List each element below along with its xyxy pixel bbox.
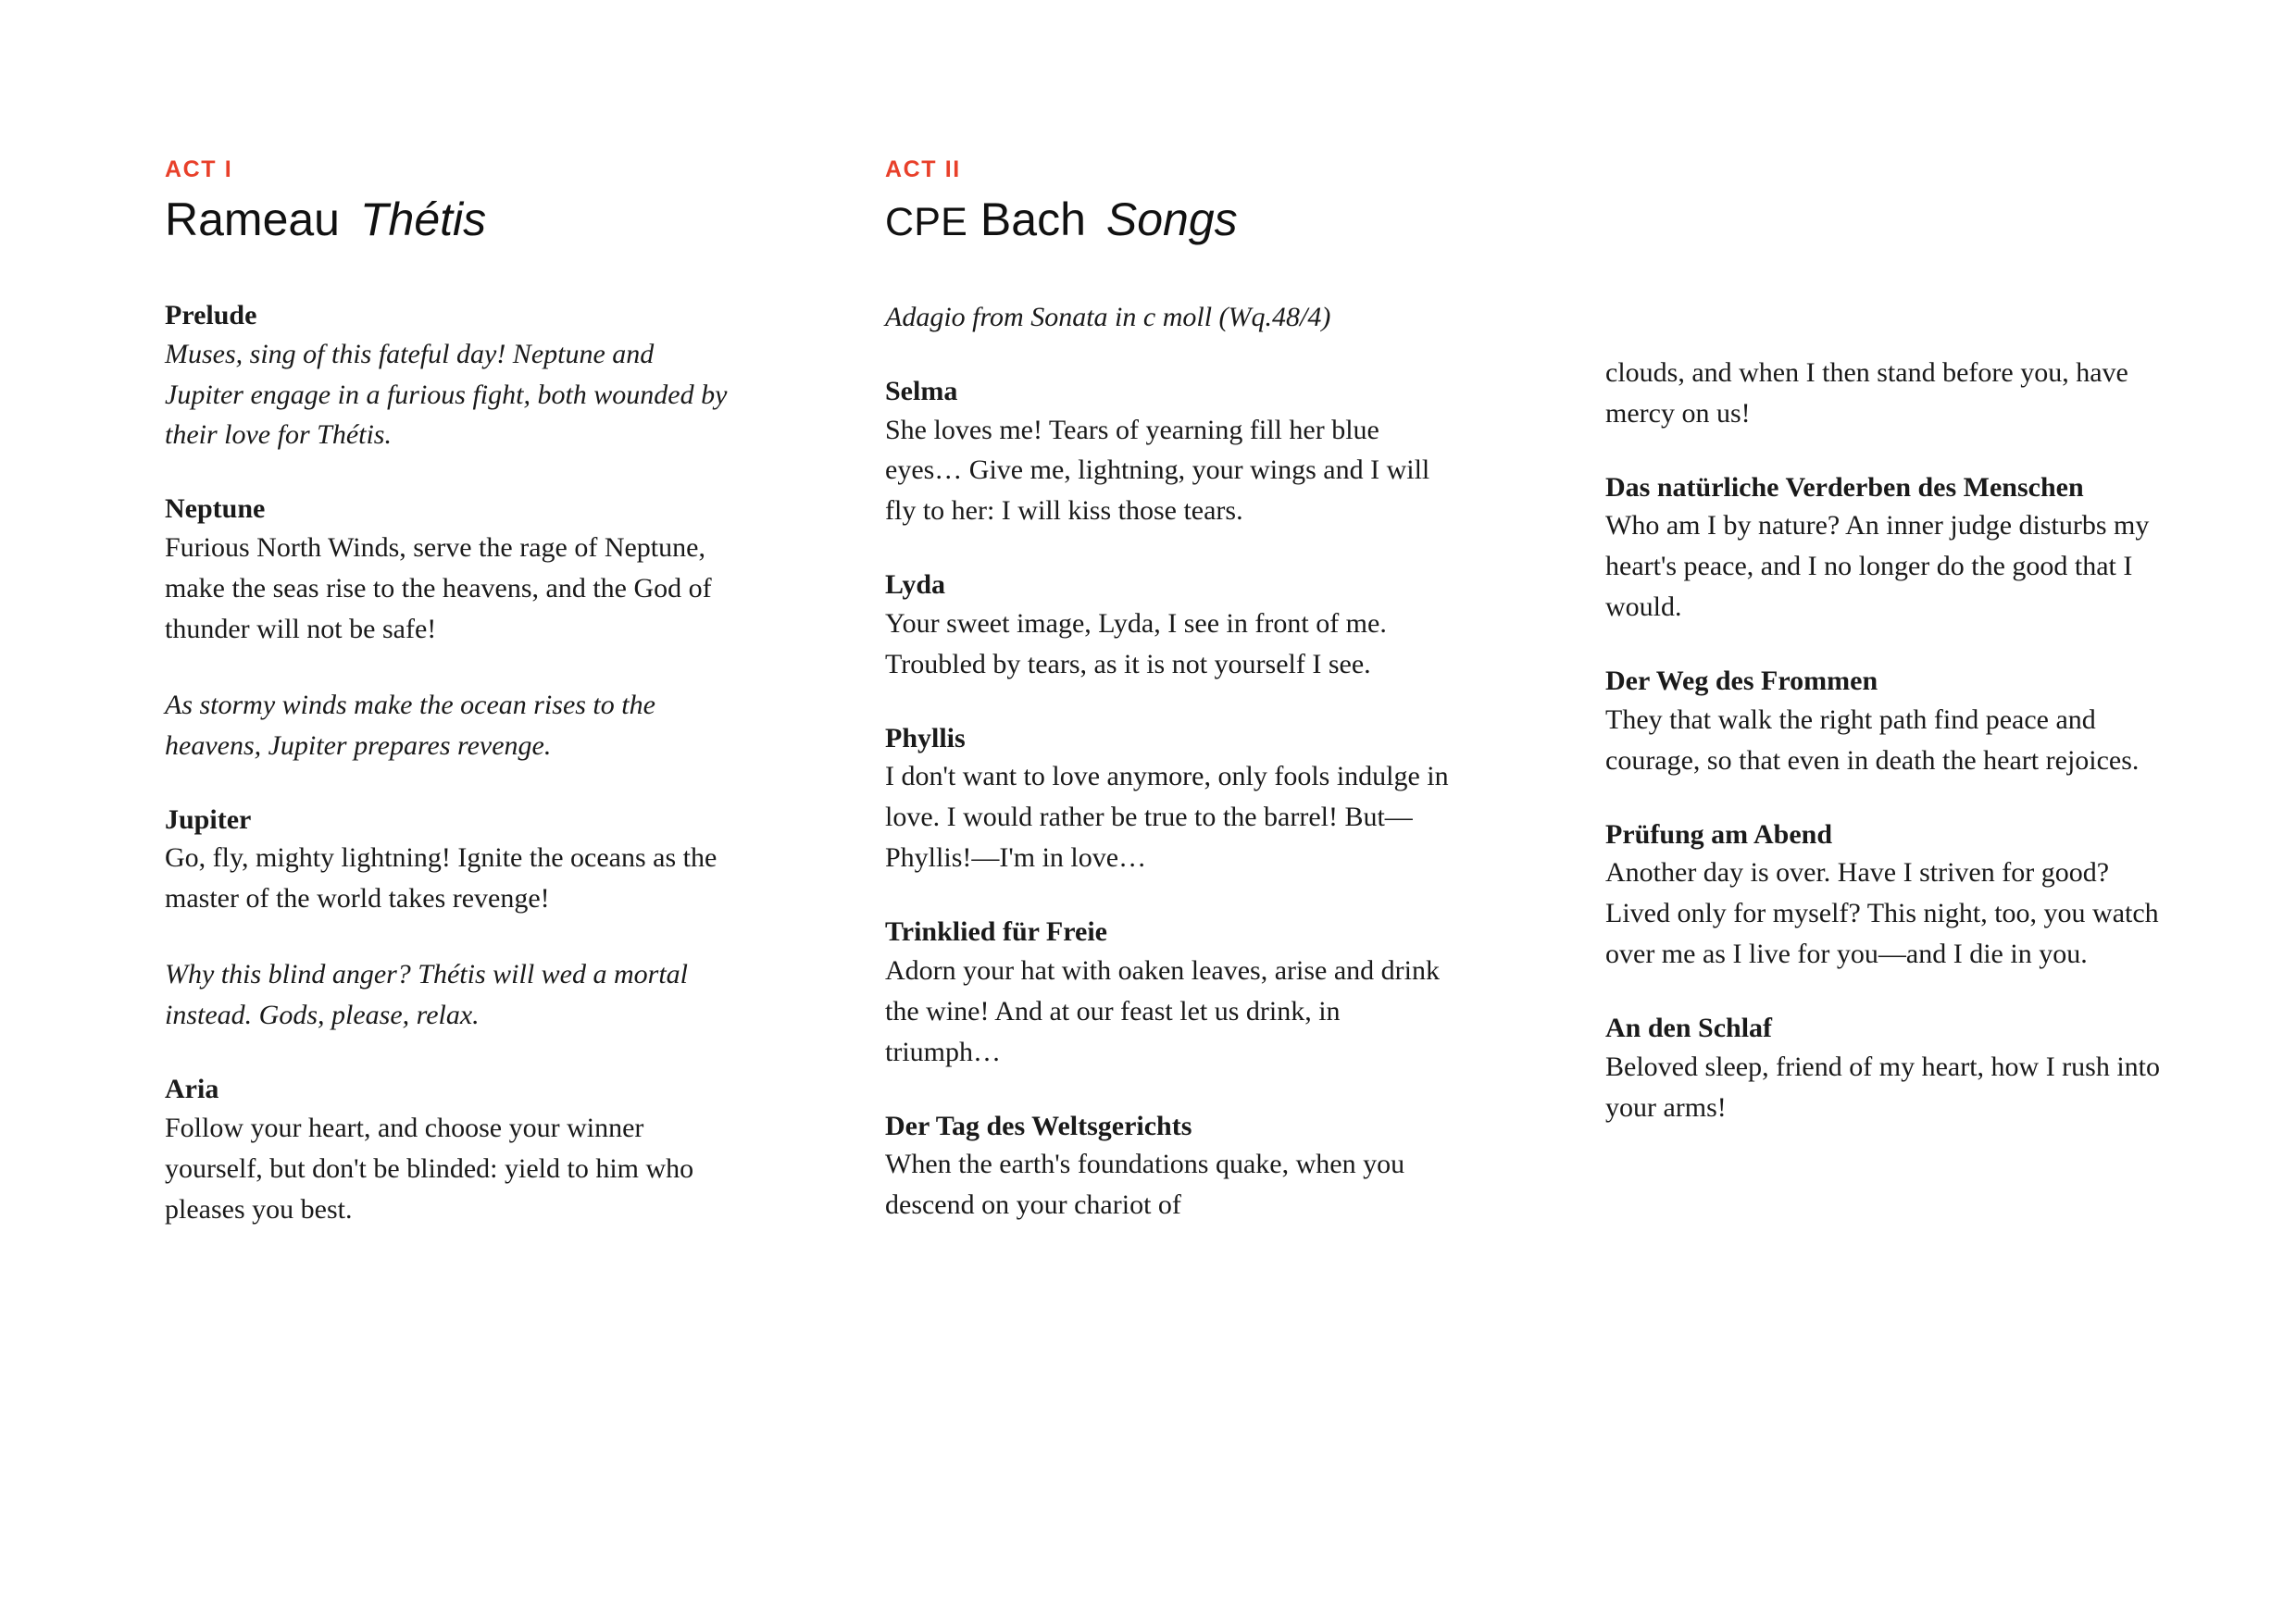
act-2-heading-block (885, 157, 1459, 243)
section-text-jupiter: Go, fly, mighty lightning! Ignite the oceans as the master of the world takes revenge! (165, 842, 718, 915)
stage-direction-storm-text: As stormy winds make the ocean rises to the heavens, Jupiter prepares revenge. (165, 689, 655, 761)
section-adagio-subtitle (885, 297, 1459, 338)
section-text-weltsgerichts: When the earth's foundations quake, when you descend on your chariot of (885, 1149, 1405, 1221)
act-2-composer-initials: CPE (885, 199, 968, 244)
section-heading-natuerliche-verderben: Das natürliche Verderben des Menschen (1605, 471, 2084, 503)
work-subtitle-adagio: Adagio from Sonata in c moll (Wq.48/4) (885, 302, 1331, 332)
section-selma (885, 373, 1459, 531)
section-heading-aria: Aria (165, 1074, 219, 1105)
section-weltsgerichts (885, 1108, 1459, 1226)
section-text-trinklied: Adorn your hat with oaken leaves, arise and drink the wine! And at our feast let us drink, in triumph… (885, 954, 1440, 1067)
section-lyda (885, 566, 1459, 684)
act-2-composer-surname: Bach (967, 193, 1086, 245)
section-pruefung-am-abend (1605, 816, 2179, 975)
section-text-neptune: Furious North Winds, serve the rage of Neptune, make the seas rise to the heavens, and the God of thunder will not be safe! (165, 532, 712, 644)
section-heading-trinklied: Trinklied für Freie (885, 916, 1107, 948)
section-heading-weltsgerichts: Der Tag des Weltsgerichts (885, 1110, 1192, 1141)
programme-columns (165, 157, 2185, 1229)
stage-direction-blind-anger-text: Why this blind anger? Thétis will wed a mortal instead. Gods, please, relax. (165, 959, 689, 1031)
stage-direction-storm (165, 685, 739, 766)
section-heading-selma: Selma (885, 375, 958, 406)
column-3-top-spacer (1605, 157, 2179, 353)
act-1-label: ACT I (165, 156, 233, 182)
section-aria (165, 1071, 739, 1229)
section-text-aria: Follow your heart, and choose your winner yourself, but don't be blinded: yield to him who pleases you best. (165, 1112, 694, 1225)
act-1-title (165, 195, 739, 244)
section-phyllis (885, 720, 1459, 878)
section-text-pruefung-am-abend: Another day is over. Have I striven for good? Lived only for myself? This night, too, you watch over me as I live for you—and I die in you. (1605, 857, 2159, 970)
section-weg-des-frommen (1605, 663, 2179, 780)
stage-direction-blind-anger (165, 954, 739, 1036)
section-natuerliche-verderben (1605, 469, 2179, 628)
column-act-2 (885, 157, 1459, 1226)
section-trinklied (885, 914, 1459, 1072)
section-text-weltsgerichts-continued: clouds, and when I then stand before you, have mercy on us! (1605, 357, 2128, 429)
section-text-phyllis: I don't want to love anymore, only fools indulge in love. I would rather be true to the barrel! But—Phyllis!—I'm in love… (885, 761, 1449, 874)
section-text-an-den-schlaf: Beloved sleep, friend of my heart, how I rush into your arms! (1605, 1051, 2161, 1123)
section-heading-weg-des-frommen: Der Weg des Frommen (1605, 666, 1878, 697)
act-1-composer: Rameau (165, 193, 340, 245)
section-heading-lyda: Lyda (885, 569, 946, 601)
section-heading-neptune: Neptune (165, 493, 266, 525)
section-an-den-schlaf (1605, 1010, 2179, 1127)
section-weltsgerichts-continued (1605, 353, 2179, 434)
section-prelude (165, 297, 739, 455)
column-act-2-continued (1605, 157, 2179, 1128)
section-text-lyda: Your sweet image, Lyda, I see in front of me. Troubled by tears, as it is not yourself I see. (885, 607, 1387, 679)
act-2-title (885, 195, 1459, 244)
act-1-heading-block (165, 157, 739, 243)
section-text-prelude: Muses, sing of this fateful day! Neptune and Jupiter engage in a furious fight, both wounded by their love for Thétis. (165, 338, 728, 451)
section-text-selma: She loves me! Tears of yearning fill her blue eyes… Give me, lightning, your wings and I will fly to her: I will kiss those tears. (885, 414, 1430, 527)
section-text-natuerliche-verderben: Who am I by nature? An inner judge disturbs my heart's peace, and I no longer do the good that I would. (1605, 510, 2150, 623)
section-jupiter (165, 802, 739, 919)
section-heading-an-den-schlaf: An den Schlaf (1605, 1013, 1773, 1044)
section-heading-phyllis: Phyllis (885, 722, 966, 753)
section-neptune (165, 491, 739, 649)
section-heading-pruefung-am-abend: Prüfung am Abend (1605, 818, 1833, 850)
section-heading-prelude: Prelude (165, 300, 257, 330)
act-2-work-title: Songs (1105, 193, 1238, 245)
act-2-label: ACT II (885, 156, 961, 182)
act-2-composer (885, 193, 1086, 245)
section-heading-jupiter: Jupiter (165, 803, 252, 835)
column-act-1 (165, 157, 739, 1229)
act-1-work-title: Thétis (360, 193, 487, 245)
section-text-weg-des-frommen: They that walk the right path find peace and courage, so that even in death the heart rejoices. (1605, 703, 2140, 776)
